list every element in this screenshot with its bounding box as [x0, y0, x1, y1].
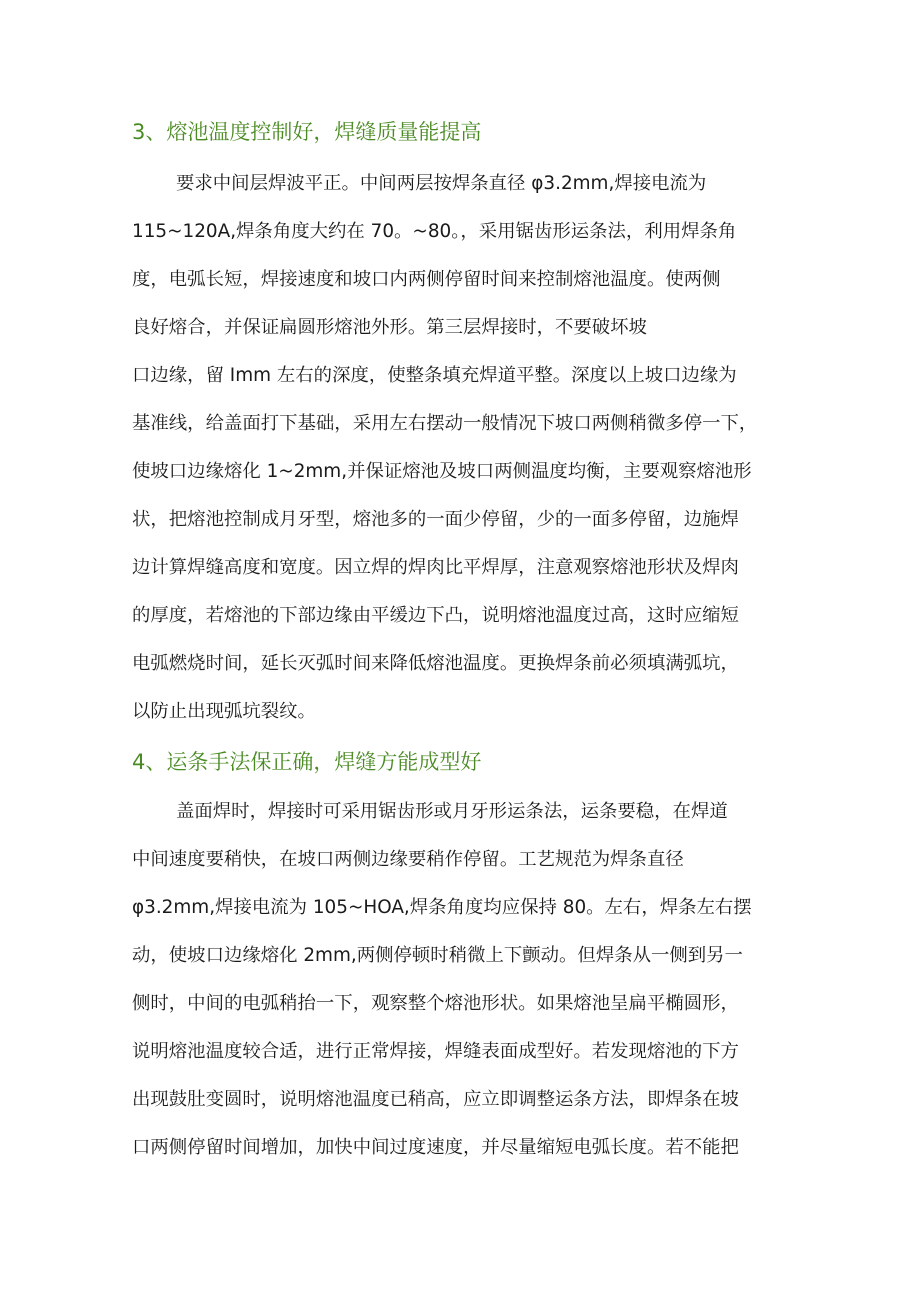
section-4-heading: 4、运条手法保正确，焊缝方能成型好: [132, 750, 482, 774]
paragraph-line: 口两侧停留时间增加，加快中间过度速度，并尽量缩短电弧长度。若不能把: [132, 1137, 739, 1158]
paragraph-line: 状，把熔池控制成月牙型，熔池多的一面少停留，少的一面多停留，边施焊: [132, 509, 739, 530]
paragraph-line: 动，使坡口边缘熔化 2mm,两侧停顿时稍微上下颤动。但焊条从一侧到另一: [132, 945, 743, 966]
paragraph-line: 出现鼓肚变圆时，说明熔池温度已稍高，应立即调整运条方法，即焊条在坡: [132, 1089, 739, 1110]
paragraph-line: 基准线，给盖面打下基础，采用左右摆动一般情况下坡口两侧稍微多停一下，: [132, 413, 758, 434]
paragraph-line: 以防止出现弧坑裂纹。: [132, 701, 316, 722]
paragraph-line: 度，电弧长短，焊接速度和坡口内两侧停留时间来控制熔池温度。使两侧: [132, 269, 721, 290]
paragraph-line: φ3.2mm,焊接电流为 105~HOA,焊条角度均应保持 80。左右，焊条左右摆: [132, 897, 752, 918]
paragraph-line: 要求中间层焊波平正。中间两层按焊条直径 φ3.2mm,焊接电流为: [176, 173, 707, 194]
paragraph-line: 115~120A,焊条角度大约在 70。~80。，采用锯齿形运条法，利用焊条角: [132, 221, 737, 242]
paragraph-line: 电弧燃烧时间，延长灭弧时间来降低熔池温度。更换焊条前必须填满弧坑，: [132, 653, 739, 674]
paragraph-line: 边计算焊缝高度和宽度。因立焊的焊肉比平焊厚，注意观察熔池形状及焊肉: [132, 557, 739, 578]
paragraph-line: 盖面焊时，焊接时可采用锯齿形或月牙形运条法，运条要稳，在焊道: [176, 801, 728, 822]
paragraph-line: 口边缘，留 Imm 左右的深度，使整条填充焊道平整。深度以上坡口边缘为: [132, 365, 737, 386]
paragraph-line: 说明熔池温度较合适，进行正常焊接，焊缝表面成型好。若发现熔池的下方: [132, 1041, 739, 1062]
paragraph-line: 的厚度，若熔池的下部边缘由平缓边下凸，说明熔池温度过高，这时应缩短: [132, 605, 739, 626]
paragraph-line: 使坡口边缘熔化 1~2mm,并保证熔池及坡口两侧温度均衡，主要观察熔池形: [132, 461, 752, 482]
section-3-heading: 3、熔池温度控制好，焊缝质量能提高: [132, 120, 482, 144]
paragraph-line: 良好熔合，并保证扁圆形熔池外形。第三层焊接时，不要破坏坡: [132, 317, 647, 338]
paragraph-line: 中间速度要稍快，在坡口两侧边缘要稍作停留。工艺规范为焊条直径: [132, 849, 684, 870]
paragraph-line: 侧时，中间的电弧稍抬一下，观察整个熔池形状。如果熔池呈扁平椭圆形，: [132, 993, 739, 1014]
